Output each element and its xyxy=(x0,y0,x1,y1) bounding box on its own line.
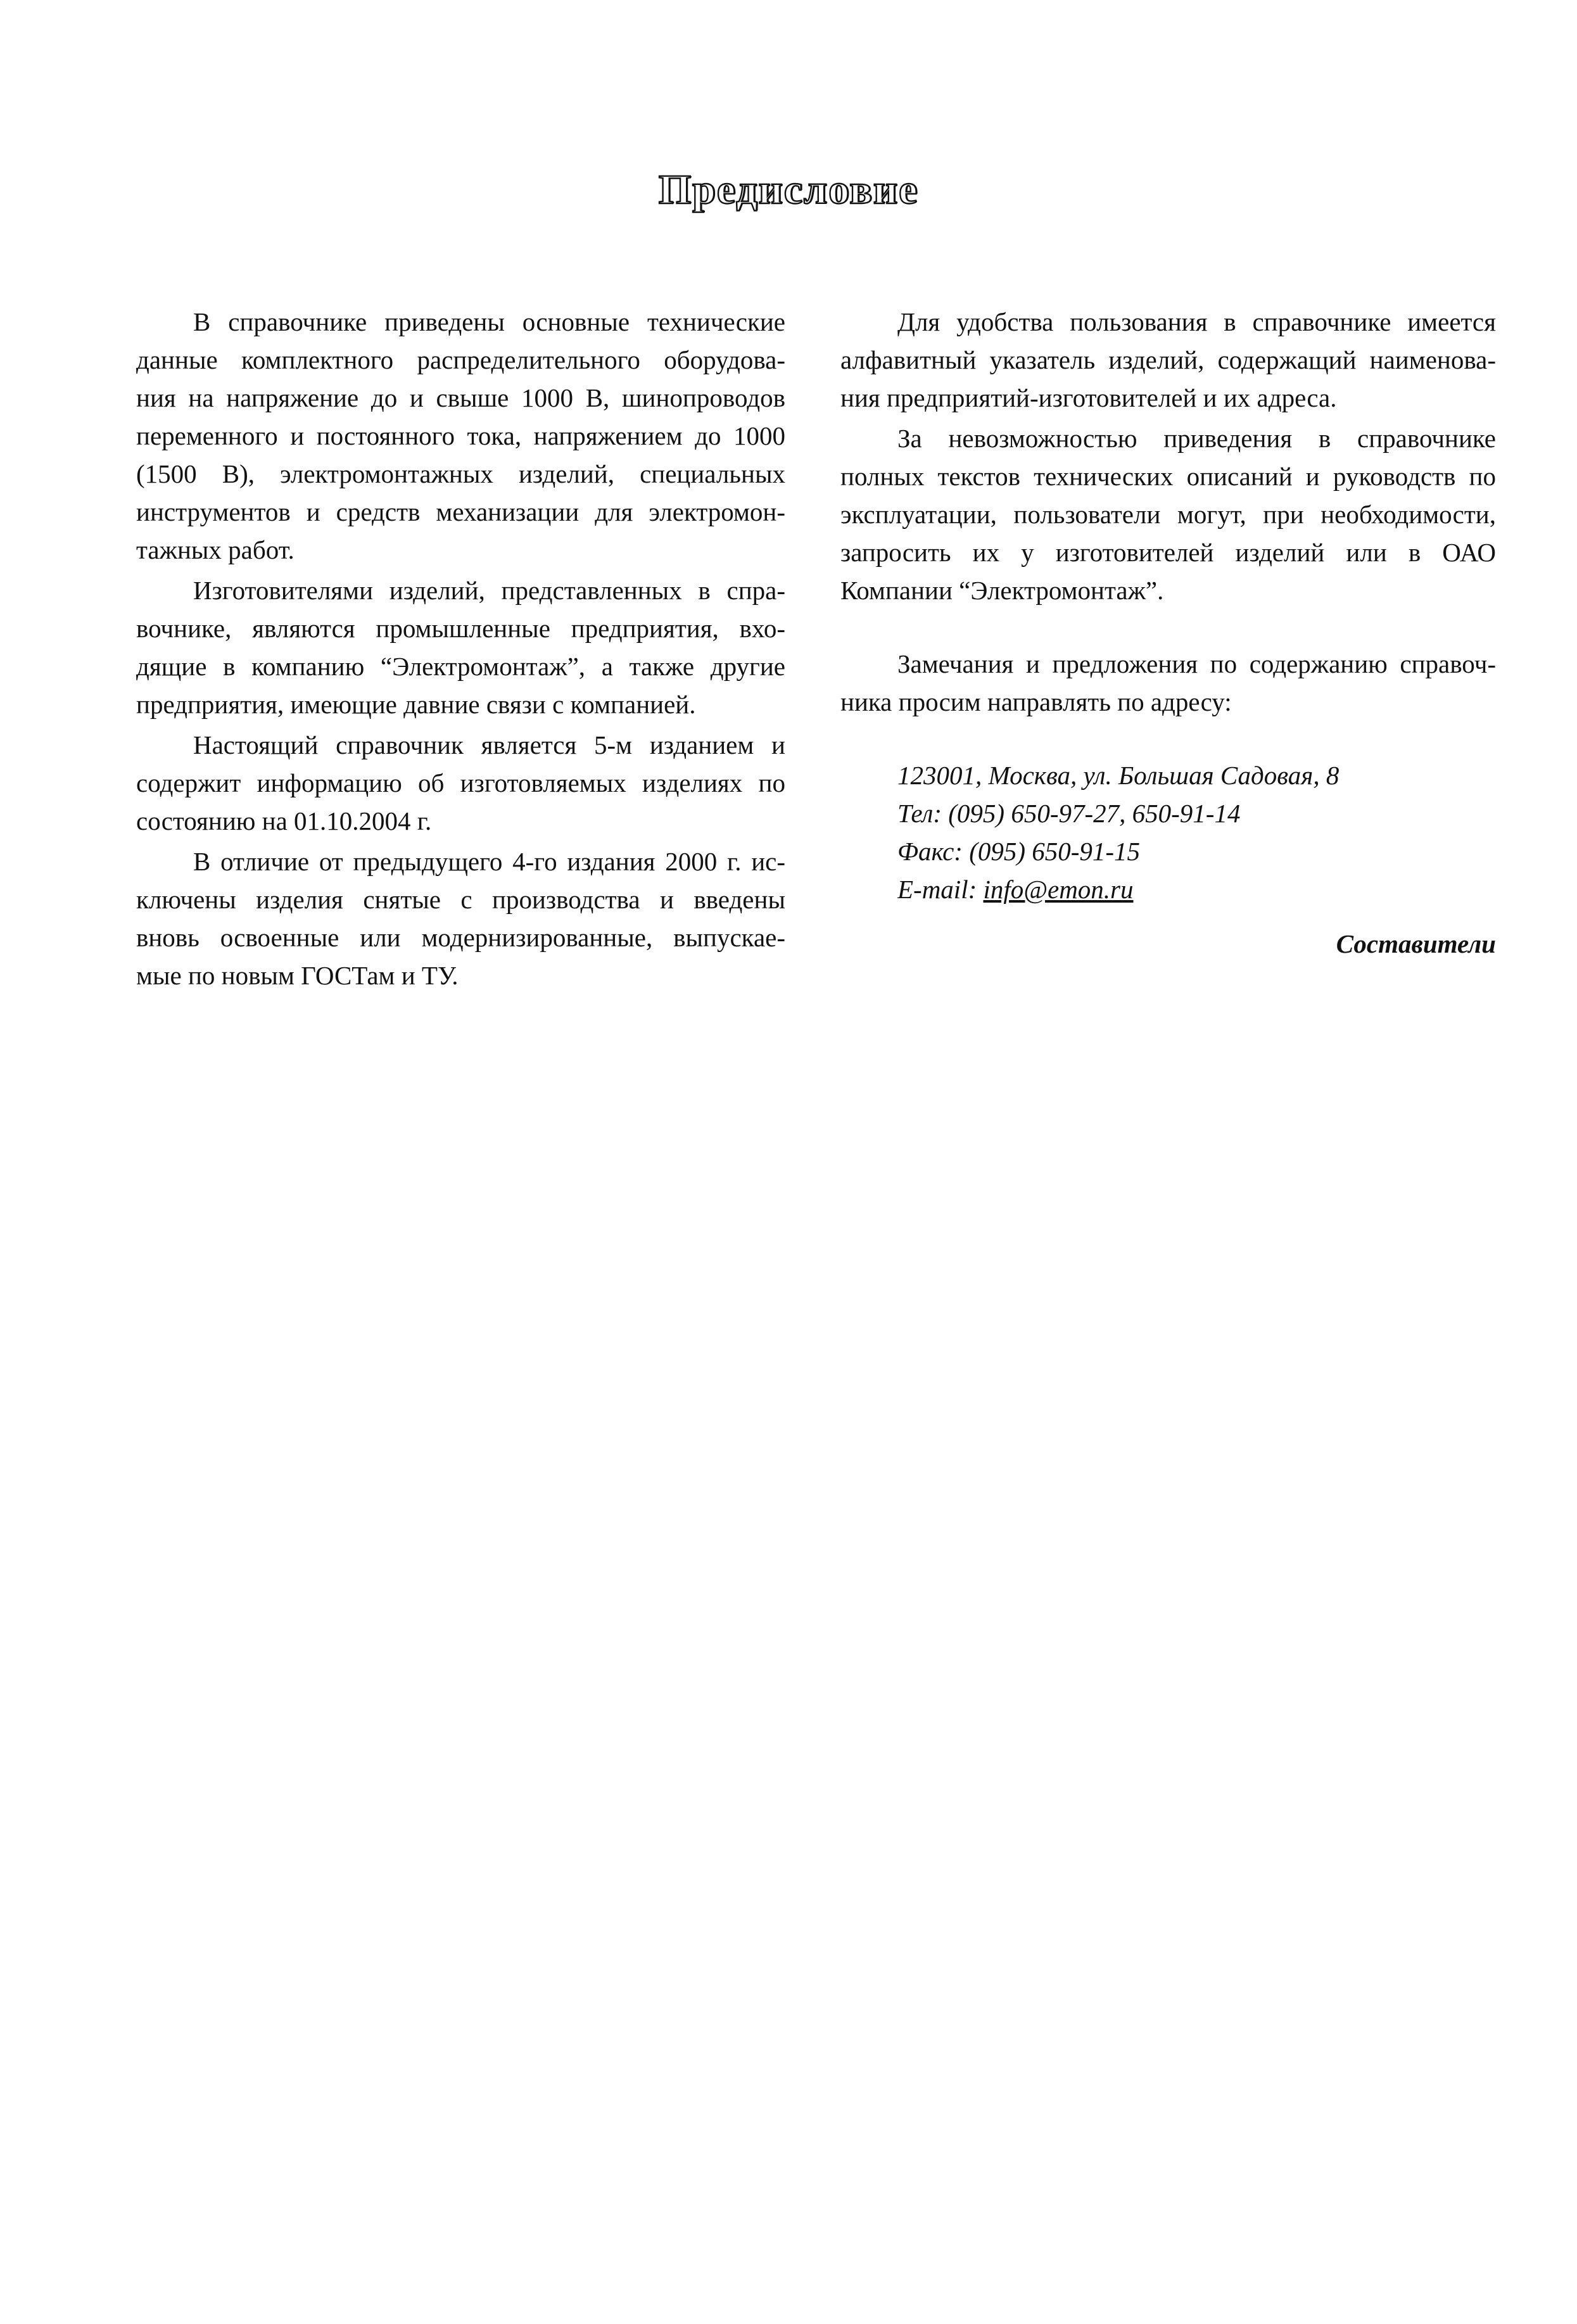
text-line: ния предприятий-изготовителей и их адреса. xyxy=(840,383,1337,412)
text-line: тажных работ. xyxy=(136,535,294,564)
text-line: дящие в компанию “Электромонтаж”, а также другие xyxy=(136,652,785,681)
right-column xyxy=(840,303,1496,963)
text-line: переменного и постоянного тока, напряжением до 1000 xyxy=(136,421,785,450)
text-line: В отличие от предыдущего 4-го издания 2000 г. ис- xyxy=(193,847,785,876)
address-email xyxy=(897,870,1496,908)
text-line: Настоящий справочник является 5-м изданием и xyxy=(193,730,785,759)
left-column xyxy=(136,303,785,994)
text-line: состоянию на 01.10.2004 г. xyxy=(136,806,432,835)
text-line: алфавитный указатель изделий, содержащий наименова- xyxy=(840,345,1496,374)
text-line: инструментов и средств механизации для электромон- xyxy=(136,497,785,526)
text-line: вочнике, являются промышленные предприятия, вхо- xyxy=(136,614,785,643)
text-line: (1500 В), электромонтажных изделий, специальных xyxy=(136,459,785,488)
signature-text: Составители xyxy=(1336,929,1496,958)
paragraph-edition xyxy=(136,726,785,840)
text-line: ния на напряжение до и свыше 1000 В, шинопроводов xyxy=(136,383,785,412)
paragraph-feedback xyxy=(840,645,1496,721)
text-line: За невозможностью приведения в справочнике xyxy=(897,424,1496,453)
text-line: полных текстов технических описаний и руководств по xyxy=(840,462,1496,491)
paragraph-index xyxy=(840,303,1496,417)
text-line: ключены изделия снятые с производства и введены xyxy=(136,885,785,914)
paragraph-manufacturers xyxy=(136,571,785,723)
contact-address xyxy=(840,756,1496,908)
email-link[interactable]: info@emon.ru xyxy=(983,875,1134,904)
email-label: E-mail: xyxy=(897,875,984,904)
text-line: запросить их у изготовителей изделий или в ОАО xyxy=(840,538,1496,567)
address-phone: Тел: (095) 650-97-27, 650-91-14 xyxy=(897,799,1241,828)
paragraph-intro xyxy=(136,303,785,569)
paragraph-changes xyxy=(136,842,785,994)
text-line: предприятия, имеющие давние связи с компанией. xyxy=(136,690,696,719)
address-street: 123001, Москва, ул. Большая Садовая, 8 xyxy=(897,761,1340,790)
text-line: Для удобства пользования в справочнике имеется xyxy=(897,307,1496,336)
address-fax: Факс: (095) 650-91-15 xyxy=(897,837,1141,866)
text-line: Компании “Электромонтаж”. xyxy=(840,576,1164,605)
text-line: данные комплектного распределительного оборудова- xyxy=(136,345,785,374)
text-line: эксплуатации, пользователи могут, при необходимости, xyxy=(840,500,1496,529)
text-line: содержит информацию об изготовляемых изделиях по xyxy=(136,768,785,797)
text-line: ника просим направлять по адресу: xyxy=(840,687,1232,716)
text-line: вновь освоенные или модернизированные, выпускае- xyxy=(136,923,785,952)
text-line: мые по новым ГОСТам и ТУ. xyxy=(136,961,459,990)
signature xyxy=(840,925,1496,963)
paragraph-manuals xyxy=(840,419,1496,609)
text-line: В справочнике приведены основные технические xyxy=(193,307,785,336)
page-title: Предисловие xyxy=(658,167,919,213)
text-line: Изготовителями изделий, представленных в спра- xyxy=(193,576,785,605)
text-line: Замечания и предложения по содержанию справоч- xyxy=(897,649,1496,678)
